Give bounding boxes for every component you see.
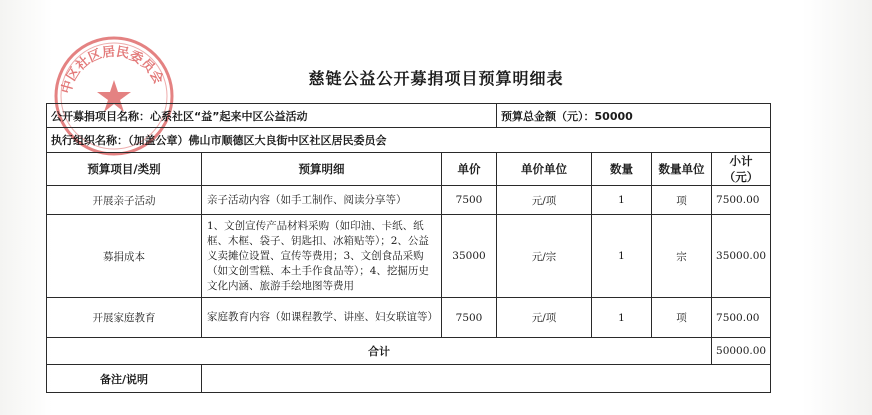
remarks-row (47, 365, 771, 393)
row-category: 开展家庭教育 (47, 298, 202, 338)
col-header-category: 预算项目/类别 (47, 153, 202, 186)
row-quantity: 1 (592, 298, 652, 338)
project-name: 公开募捐项目名称：心系社区“益”起来中区公益活动 (47, 104, 497, 128)
col-header-detail: 预算明细 (202, 153, 442, 186)
total-budget: 预算总金额（元）：50000 (497, 104, 771, 128)
row-category: 募捐成本 (47, 215, 202, 298)
executing-org: 执行组织名称：（加盖公章）佛山市顺德区大良街中区社区居民委员会 (47, 128, 771, 153)
row-subtotal: 7500.00 (712, 298, 771, 338)
row-category: 开展亲子活动 (47, 186, 202, 215)
row-quantity: 1 (592, 186, 652, 215)
row-price-unit: 元/项 (497, 298, 592, 338)
row-quantity-unit: 项 (652, 298, 712, 338)
remarks-label: 备注/说明 (47, 365, 202, 393)
row-subtotal: 7500.00 (712, 186, 771, 215)
row-quantity-unit: 宗 (652, 215, 712, 298)
table-row (47, 186, 771, 215)
col-header-unit-price: 单价 (442, 153, 497, 186)
row-detail: 1、文创宣传产品材料采购（如印油、卡纸、纸框、木框、袋子、钥匙扣、冰箱贴等）；2、公益义卖摊位设置、宣传等费用；3、文创食品采购（如文创雪糕、本土手作食品等）；4、挖掘历史文化内涵、旅游手绘地图等费用 (202, 215, 442, 298)
row-detail: 亲子活动内容（如手工制作、阅读分享等） (202, 186, 442, 215)
document-title: 慈链公益公开募捐项目预算明细表 (308, 69, 564, 88)
row-quantity-unit: 项 (652, 186, 712, 215)
budget-table (46, 103, 771, 393)
total-row (47, 338, 771, 365)
col-header-price-unit: 单价单位 (497, 153, 592, 186)
row-price-unit: 元/宗 (497, 215, 592, 298)
remarks-value (202, 365, 771, 393)
row-price-unit: 元/项 (497, 186, 592, 215)
total-label: 合计 (47, 338, 712, 365)
row-detail: 家庭教育内容（如课程教学、讲座、妇女联谊等） (202, 298, 442, 338)
row-subtotal: 35000.00 (712, 215, 771, 298)
executing-org-row (47, 128, 771, 153)
project-name-row (47, 104, 771, 128)
total-value: 50000.00 (712, 338, 771, 365)
col-header-subtotal: 小计（元） (712, 153, 771, 186)
col-header-quantity-unit: 数量单位 (652, 153, 712, 186)
table-row (47, 298, 771, 338)
col-header-quantity: 数量 (592, 153, 652, 186)
row-quantity: 1 (592, 215, 652, 298)
row-unit-price: 7500 (442, 298, 497, 338)
row-unit-price: 35000 (442, 215, 497, 298)
table-row (47, 215, 771, 298)
row-unit-price: 7500 (442, 186, 497, 215)
seal-text: 中区社区居民委员会 (59, 44, 166, 96)
column-header-row (47, 153, 771, 186)
